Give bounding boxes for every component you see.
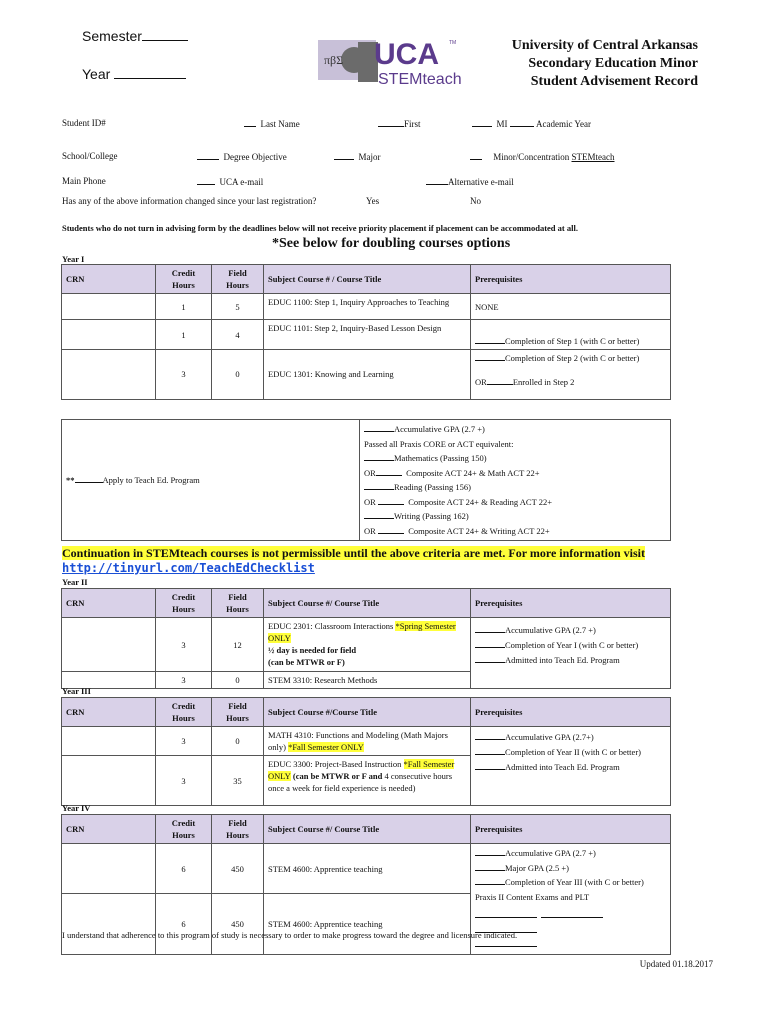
logo-tm: TM — [449, 40, 457, 46]
agreement-statement: I understand that adherence to this program of study is necessary to order to make progress toward the degree and licensure indicated. — [62, 930, 518, 940]
alt-email-field[interactable]: Alternative e-mail — [426, 176, 514, 187]
table-row: 3 0 STEM 3310: Research Methods — [62, 672, 671, 689]
first-name-field[interactable]: First — [378, 118, 421, 129]
prereq-header: Prerequisites — [471, 265, 671, 294]
field-header: Field Hours — [212, 265, 264, 294]
degree-objective-field[interactable]: Degree Objective — [197, 151, 287, 162]
year-1-table — [61, 264, 671, 400]
table-row: 3 0 EDUC 1301: Knowing and Learning Completion of Step 2 (with C or better) OR Enrolled in Step 2 — [62, 350, 671, 400]
logo-stemteach-text: STEMteach — [378, 71, 462, 88]
table-row: 1 4 EDUC 1101: Step 2, Inquiry-Based Lesson Design Completion of Step 1 (with C or better) — [62, 320, 671, 350]
semester-field[interactable] — [82, 28, 188, 44]
year-3-table: CRN Credit Hours Field Hours Subject Course #/Course Title Prerequisites 3 0 MATH 4310: Functions and Modeling (Math Majors only) *Fall Semester ONLY Accumulative GPA (2.7+) Completion of Year II (with C or better) Admitted into Teach Ed. Program 3 35 EDUC 3300: Project-Based Instruction *Fall Semester ONLY (can be MTWR or F and 4 consecutive hours once a week for field experience is needed) — [61, 697, 671, 806]
table-row: 3 35 EDUC 3300: Project-Based Instruction *Fall Semester ONLY (can be MTWR or F and 4 consecutive hours once a week for field experience is needed) — [62, 756, 671, 806]
semester-blank[interactable] — [142, 28, 188, 41]
title-program: Secondary Education Minor — [528, 56, 698, 71]
apply-table — [61, 419, 671, 541]
yes-option[interactable]: Yes — [366, 196, 380, 206]
uca-stemteach-logo — [316, 34, 464, 90]
minor-field[interactable]: Minor/Concentration STEMteach — [470, 151, 615, 162]
logo-mark: πβΣ — [324, 53, 344, 67]
mi-field[interactable]: MI Academic Year — [472, 118, 591, 129]
updated-date: Updated 01.18.2017 — [639, 959, 713, 969]
subject-header: Subject Course # / Course Title — [264, 265, 471, 294]
apply-cell: ** Apply to Teach Ed. Program — [62, 420, 360, 541]
major-field[interactable]: Major — [334, 151, 381, 162]
credit-header: Credit Hours — [156, 265, 212, 294]
logo-graphic — [316, 34, 464, 90]
crn-cell[interactable] — [62, 350, 156, 400]
school-college-label: School/College — [62, 151, 118, 161]
crn-cell[interactable] — [62, 618, 156, 672]
year-blank[interactable] — [114, 66, 186, 79]
semester-label: Semester — [82, 28, 142, 44]
year-3-label: Year III — [62, 686, 91, 696]
no-option[interactable]: No — [470, 196, 481, 206]
year-field[interactable] — [82, 66, 186, 82]
continuation-notice: Continuation in STEMteach courses is not permissible until the above criteria are met. For more information visit http://tinyurl.com/TeachEdChecklist — [62, 546, 645, 575]
table-row: 3 0 MATH 4310: Functions and Modeling (Math Majors only) *Fall Semester ONLY Accumulative GPA (2.7+) Completion of Year II (with C or better) Admitted into Teach Ed. Program — [62, 727, 671, 756]
crn-cell[interactable] — [62, 320, 156, 350]
year-4-label: Year IV — [62, 803, 91, 813]
checklist-link[interactable]: http://tinyurl.com/TeachEdChecklist — [62, 561, 315, 575]
table-row: 6 450 STEM 4600: Apprentice teaching — [62, 894, 671, 954]
table-row: 1 5 EDUC 1100: Step 1, Inquiry Approaches to Teaching NONE — [62, 294, 671, 320]
logo-uca-text: UCA — [374, 38, 439, 71]
year-1-label: Year I — [62, 254, 85, 264]
crn-cell[interactable] — [62, 727, 156, 756]
crn-cell[interactable] — [62, 756, 156, 806]
student-id-label: Student ID# — [62, 118, 106, 128]
doubling-notice: *See below for doubling courses options — [272, 236, 511, 251]
year-2-label: Year II — [62, 577, 88, 587]
crn-header: CRN — [62, 265, 156, 294]
table-row: 3 12 EDUC 2301: Classroom Interactions *Spring Semester ONLY ½ day is needed for field (can be MTWR or F) Accumulative GPA (2.7 +) Completion of Year I (with C or better) Admitted into Teach Ed. Program — [62, 618, 671, 672]
title-university: University of Central Arkansas — [511, 38, 698, 53]
title-block — [512, 37, 698, 91]
apply-criteria: Accumulative GPA (2.7 +) Passed all Praxis CORE or ACT equivalent: Mathematics (Passing 150) OR Composite ACT 24+ & Math ACT 22+ Reading (Passing 156) OR Composite ACT 24+ & Reading ACT 22+ Writing (Passing 162) OR Composite ACT 24+ & Writing ACT 22+ — [360, 420, 671, 541]
crn-cell[interactable] — [62, 894, 156, 954]
crn-cell[interactable] — [62, 844, 156, 894]
academic-year-label: Academic Year — [536, 119, 591, 129]
table-row: 6 450 STEM 4600: Apprentice teaching Accumulative GPA (2.7 +) Major GPA (2.5 +) Completion of Year III (with C or better) Praxis II Content Exams and PLT — [62, 844, 671, 894]
year-2-table: CRN Credit Hours Field Hours Subject Course #/ Course Title Prerequisites 3 12 EDUC 2301: Classroom Interactions *Spring Semester ONLY ½ day is needed for field (can be MTWR or F) Accumulative GPA (2.7 +) Completion of Year I (with C or better) Admitted into Teach Ed. Program 3 0 STEM 3310: Research Methods — [61, 588, 671, 689]
changed-question: Has any of the above information changed since your last registration? — [62, 196, 317, 206]
crn-cell[interactable] — [62, 294, 156, 320]
last-name-field[interactable]: Last Name — [244, 118, 300, 129]
uca-email-field[interactable]: UCA e-mail — [197, 176, 263, 187]
year-4-table: CRN Credit Hours Field Hours Subject Course #/ Course Title Prerequisites 6 450 STEM 4600: Apprentice teaching Accumulative GPA (2.7 +) Major GPA (2.5 +) Completion of Year III (with C or better) Praxis II Content Exams and PLT 6 450 STEM 4600: Apprentice teaching — [61, 814, 671, 955]
deadline-notice: Students who do not turn in advising form by the deadlines below will not receive priority placement if placement can be accommodated at all. — [62, 223, 578, 233]
year-label: Year — [82, 66, 111, 82]
main-phone-label: Main Phone — [62, 176, 106, 186]
title-record: Student Advisement Record — [530, 74, 698, 89]
